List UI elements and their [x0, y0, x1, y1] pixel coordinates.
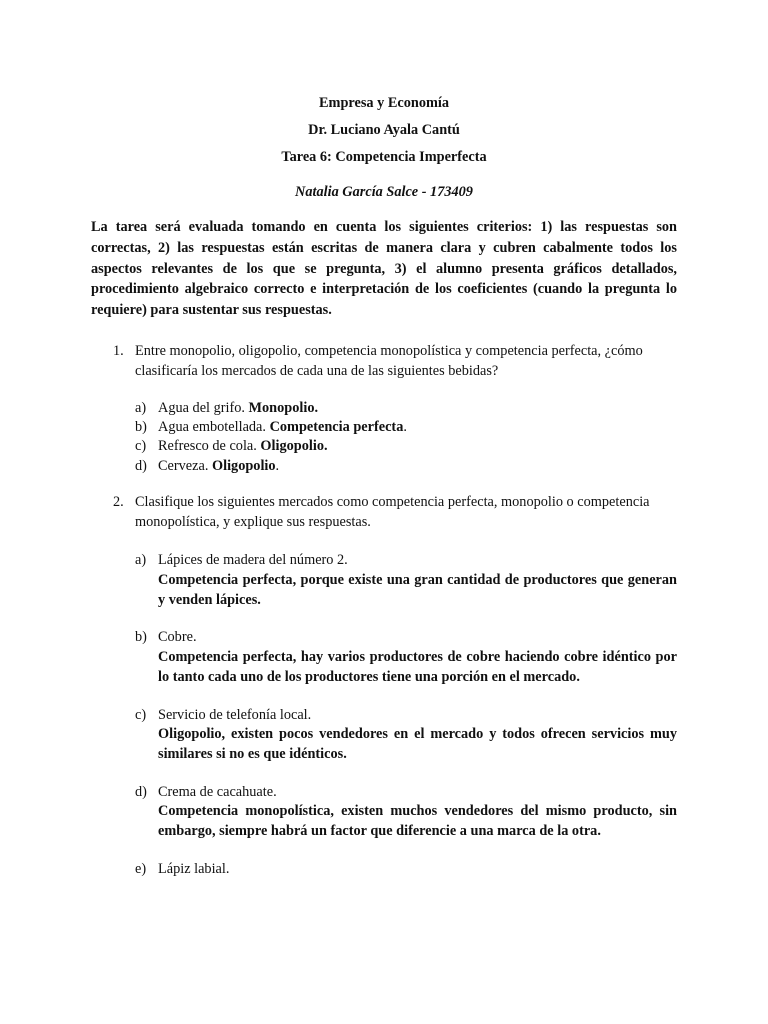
item-answer: Oligopolio	[211, 458, 276, 474]
item-letter: d)	[135, 458, 147, 474]
q2-item-a-answer: Competencia perfecta, porque existe una gran cantidad de productores que generan y venden lápices.	[158, 572, 677, 608]
student-name: Natalia García Salce - 173409	[295, 184, 473, 200]
q2-item-c-text: Servicio de telefonía local.	[158, 707, 312, 723]
q2-item-d-answer: Competencia monopolística, existen muchos vendedores del mismo producto, sin embargo, siempre habrá un factor que diferencie a una marca de la otra.	[158, 803, 677, 839]
course-title: Empresa y Economía	[319, 95, 449, 111]
item-text: Agua embotellada.	[158, 419, 270, 435]
q2-item-d-letter: d)	[135, 784, 147, 800]
professor-name: Dr. Luciano Ayala Cantú	[308, 122, 460, 138]
item-text: Refresco de cola.	[158, 438, 261, 454]
q2-item-e-letter: e)	[135, 861, 147, 877]
evaluation-criteria: La tarea será evaluada tomando en cuenta los siguientes criterios: 1) las respuestas son correctas, 2) las respuestas están escritas de manera clara y cubren cabalmente todos los aspectos relevantes de los que se pregunta, 3) el alumno presenta gráficos detallados, procedimiento algebraico correcto e interpretación de los coeficientes (cuando la pregunta lo requiere) para sustentar sus respuestas.	[91, 219, 677, 319]
q2-item-a-letter: a)	[135, 552, 147, 568]
item-letter: c)	[135, 438, 147, 454]
q1-item-a	[135, 398, 319, 418]
q2-item-a-text: Lápices de madera del número 2.	[158, 552, 348, 568]
question-1-text: Entre monopolio, oligopolio, competencia monopolística y competencia perfecta, ¿cómo clasificaría los mercados de cada una de las siguientes bebidas?	[135, 343, 643, 379]
item-text: Cerveza.	[158, 458, 212, 474]
question-2-text: Clasifique los siguientes mercados como competencia perfecta, monopolio o competencia monopolística, y explique sus respuestas.	[135, 494, 650, 530]
question-1-number: 1.	[113, 343, 124, 359]
item-letter: b)	[135, 419, 147, 435]
q2-item-c-letter: c)	[135, 707, 147, 723]
item-after: .	[275, 458, 280, 474]
q2-item-e-text: Lápiz labial.	[158, 861, 230, 877]
q2-item-b-answer: Competencia perfecta, hay varios productores de cobre haciendo cobre idéntico por lo tanto cada uno de los productores tiene una porción en el mercado.	[158, 649, 677, 685]
item-text: Agua del grifo.	[158, 400, 249, 416]
item-letter: a)	[135, 400, 147, 416]
item-answer: Oligopolio.	[260, 438, 328, 454]
q2-item-d-text: Crema de cacahuate.	[158, 784, 277, 800]
item-answer: Monopolio.	[248, 400, 319, 416]
q2-item-b-text: Cobre.	[158, 629, 197, 645]
assignment-title: Tarea 6: Competencia Imperfecta	[281, 149, 487, 165]
question-2-number: 2.	[113, 494, 124, 510]
q2-item-c-answer: Oligopolio, existen pocos vendedores en el mercado y todos ofrecen servicios muy similares si no es que idénticos.	[158, 726, 677, 762]
q1-item-d	[135, 456, 280, 476]
q2-item-b-letter: b)	[135, 629, 147, 645]
item-after: .	[403, 419, 407, 435]
q1-item-c	[135, 436, 328, 456]
item-answer: Competencia perfecta	[269, 419, 404, 435]
q1-item-b	[135, 417, 407, 437]
